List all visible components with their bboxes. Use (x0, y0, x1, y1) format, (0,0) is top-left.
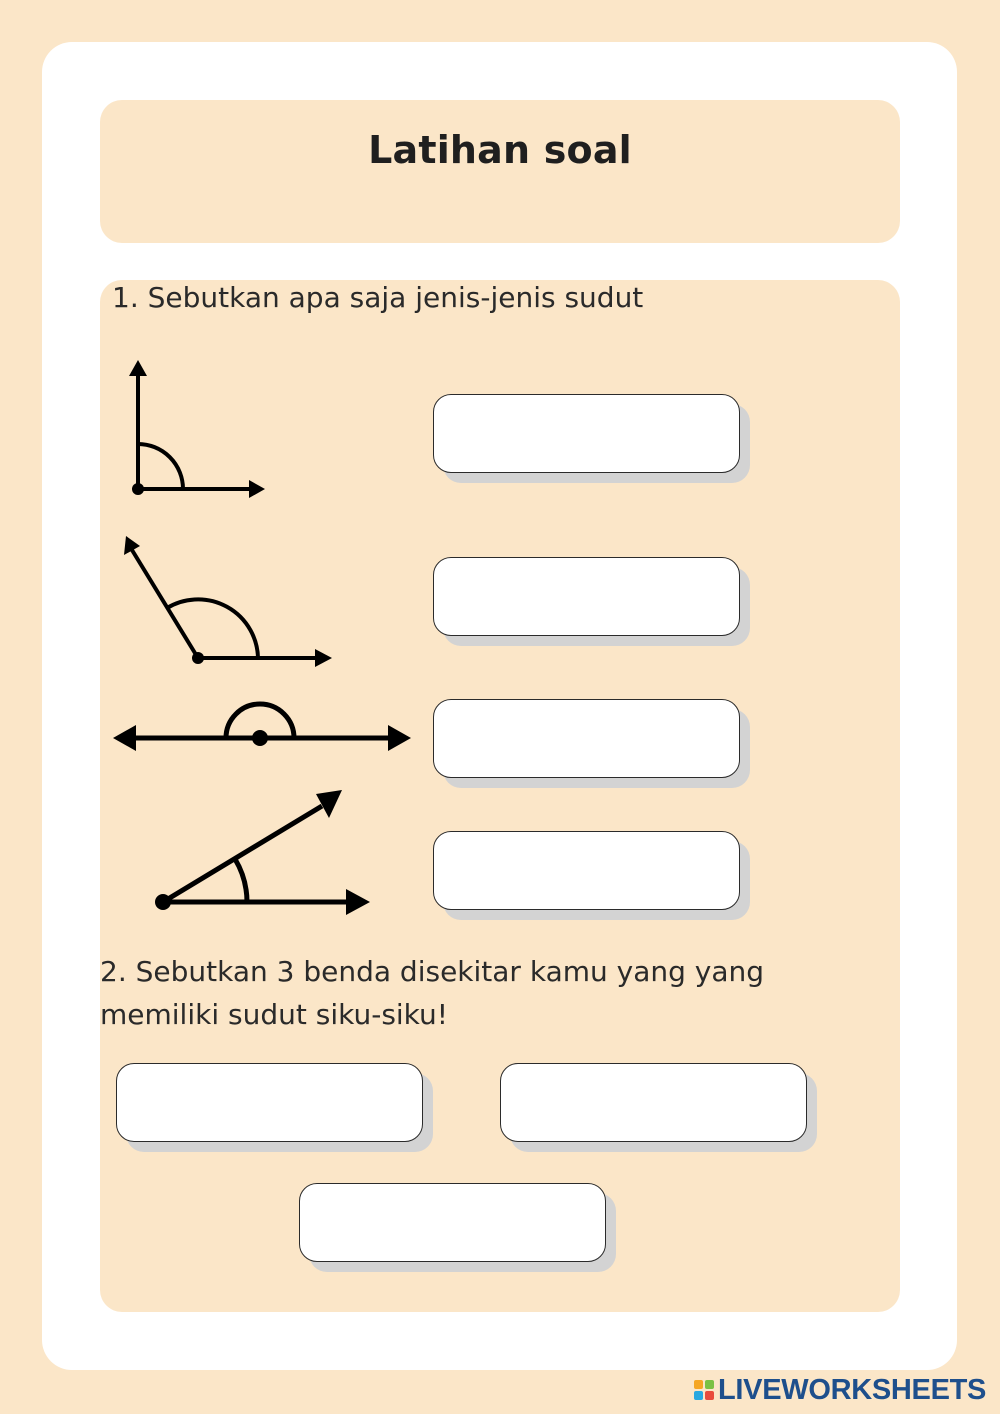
liveworksheets-logo (694, 1373, 986, 1407)
answer-box-object-3[interactable] (299, 1183, 606, 1262)
answer-box-straight-angle[interactable] (433, 699, 740, 778)
page-title: Latihan soal (368, 128, 632, 172)
answer-box-right-angle[interactable] (433, 394, 740, 473)
answer-box-acute-angle[interactable] (433, 831, 740, 910)
acute-angle-icon (148, 782, 378, 922)
answer-box-object-1[interactable] (116, 1063, 423, 1142)
obtuse-angle-icon (118, 528, 343, 673)
liveworksheets-logo-text: LIVEWORKSHEETS (718, 1373, 987, 1406)
straight-angle-icon (108, 700, 418, 765)
answer-box-object-2[interactable] (500, 1063, 807, 1142)
question-2-text: 2. Sebutkan 3 benda disekitar kamu yang yang memiliki sudut siku-siku! (100, 955, 765, 1031)
answer-box-obtuse-angle[interactable] (433, 557, 740, 636)
right-angle-icon (118, 352, 278, 507)
liveworksheets-logo-icon (694, 1380, 714, 1400)
question-1-text: 1. Sebutkan apa saja jenis-jenis sudut (112, 281, 644, 314)
